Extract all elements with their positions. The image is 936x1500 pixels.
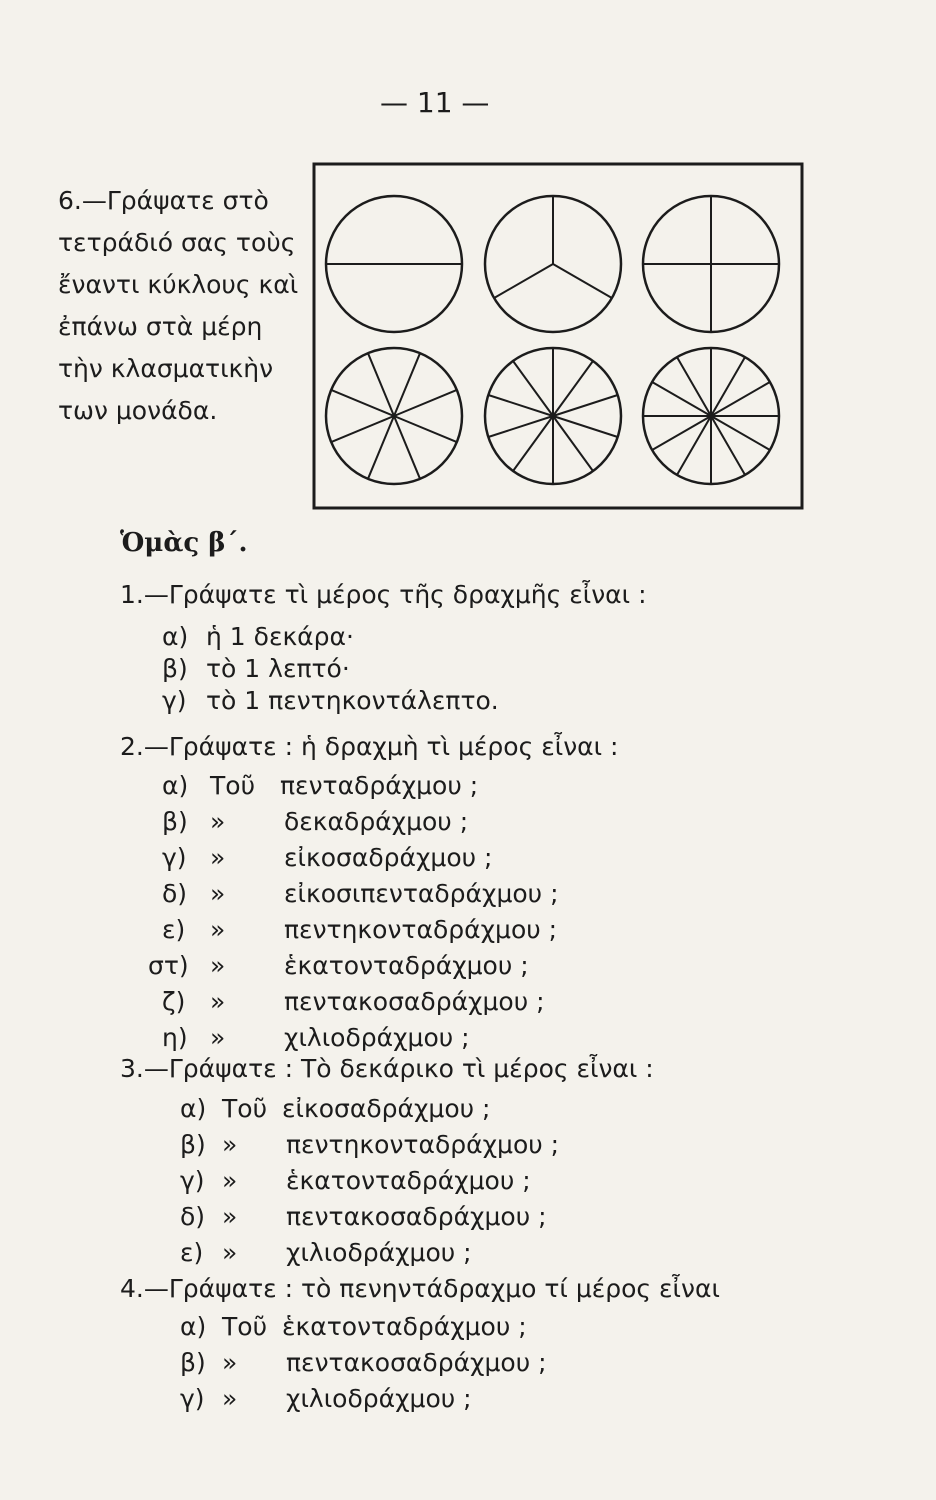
circle-radius-line: [553, 361, 593, 416]
q1-item-text: ἡ 1 δεκάρα·: [206, 622, 354, 651]
q3-item-text: πεντηκονταδράχμου ;: [286, 1130, 560, 1159]
q1-item-label: α): [162, 622, 189, 651]
q4-item-prefix: »: [222, 1384, 238, 1413]
q2-item-prefix: »: [210, 951, 226, 980]
q4-item-text: ἑκατονταδράχμου ;: [282, 1312, 527, 1341]
exercise-6: [58, 180, 308, 432]
section-title: Ὁμὰς β΄.: [120, 528, 248, 558]
q3-item-prefix: Τοῦ: [222, 1094, 268, 1123]
exercise-6-line: τετράδιό σας τοὺς: [58, 228, 296, 257]
circle-divided-10: [485, 348, 621, 484]
q3-item-label: α): [180, 1094, 207, 1123]
q3-item-text: εἰκοσαδράχμου ;: [282, 1094, 491, 1123]
q3-item-prefix: »: [222, 1238, 238, 1267]
exercise-6-line: τὴν κλασματικὴν: [58, 354, 274, 383]
exercise-6-line: ἔναντι κύκλους καὶ: [58, 270, 299, 299]
circle-radius-line: [553, 264, 612, 298]
q2-item-prefix: »: [210, 1023, 226, 1052]
q1-item-label: β): [162, 654, 188, 683]
q3-item-text: ἑκατονταδράχμου ;: [286, 1166, 531, 1195]
q2-item-text: πεντηκονταδράχμου ;: [284, 915, 558, 944]
circle-radius-line: [488, 416, 553, 437]
q2-item-prefix: »: [210, 915, 226, 944]
page-number: — 11 —: [380, 86, 490, 119]
q2-item-label: β): [162, 807, 188, 836]
q2-item-text: εἰκοσαδράχμου ;: [284, 843, 493, 872]
q3-item-prefix: »: [222, 1166, 238, 1195]
q3-item-label: β): [180, 1130, 206, 1159]
q2-item-label: γ): [162, 843, 187, 872]
q2-item-prefix: Τοῦ: [210, 771, 256, 800]
question-4-title: 4.—Γράψατε : τὸ πενηντάδραχμο τί μέρος εἶναι: [120, 1274, 720, 1303]
q4-item-text: χιλιοδράχμου ;: [286, 1384, 472, 1413]
q2-item-label: ε): [162, 915, 186, 944]
q3-item-label: γ): [180, 1166, 205, 1195]
fraction-circles-svg: [312, 162, 804, 510]
circle-divided-3: [485, 196, 621, 332]
circle-radius-line: [513, 361, 553, 416]
q3-item-text: χιλιοδράχμου ;: [286, 1238, 472, 1267]
q1-item-label: γ): [162, 686, 187, 715]
exercise-6-line: των μονάδα.: [58, 396, 218, 425]
q2-item-label: α): [162, 771, 189, 800]
question-3-title: 3.—Γράψατε : Τὸ δεκάρικο τὶ μέρος εἶναι :: [120, 1054, 654, 1083]
circle-divided-4: [643, 196, 779, 332]
circle-radius-line: [513, 416, 553, 471]
q4-item-text: πεντακοσαδράχμου ;: [286, 1348, 547, 1377]
q1-item-text: τὸ 1 πεντηκοντάλεπτο.: [206, 686, 499, 715]
q3-item-text: πεντακοσαδράχμου ;: [286, 1202, 547, 1231]
q1-item-text: τὸ 1 λεπτό·: [206, 654, 350, 683]
q2-item-text: δεκαδράχμου ;: [284, 807, 469, 836]
q2-item-label: ζ): [162, 987, 186, 1016]
q4-item-prefix: »: [222, 1348, 238, 1377]
q2-item-prefix: »: [210, 843, 226, 872]
circle-divided-12: [643, 348, 779, 484]
q3-item-label: δ): [180, 1202, 206, 1231]
fraction-circles-figure: [312, 162, 804, 510]
q2-item-label: η): [162, 1023, 188, 1052]
q2-item-text: εἰκοσιπενταδράχμου ;: [284, 879, 559, 908]
circle-radius-line: [553, 416, 593, 471]
question-1-title: 1.—Γράψατε τὶ μέρος τῆς δραχμῆς εἶναι :: [120, 580, 647, 609]
q2-item-text: ἑκατονταδράχμου ;: [284, 951, 529, 980]
q2-item-text: πεντακοσαδράχμου ;: [284, 987, 545, 1016]
circle-radius-line: [553, 395, 618, 416]
circle-radius-line: [488, 395, 553, 416]
q3-item-label: ε): [180, 1238, 204, 1267]
circle-radius-line: [553, 416, 618, 437]
q4-item-label: γ): [180, 1384, 205, 1413]
q2-item-text: πενταδράχμου ;: [280, 771, 479, 800]
q4-item-prefix: Τοῦ: [222, 1312, 268, 1341]
question-2-title: 2.—Γράψατε : ἡ δραχμὴ τὶ μέρος εἶναι :: [120, 732, 619, 761]
exercise-6-line: 6.—Γράψατε στὸ: [58, 186, 269, 215]
exercise-6-line: ἐπάνω στὰ μέρη: [58, 312, 263, 341]
q4-item-label: α): [180, 1312, 207, 1341]
q2-item-prefix: »: [210, 879, 226, 908]
q4-item-label: β): [180, 1348, 206, 1377]
circle-divided-8: [326, 348, 462, 484]
q2-item-prefix: »: [210, 987, 226, 1016]
figure-frame: [314, 164, 802, 508]
q2-item-prefix: »: [210, 807, 226, 836]
q2-item-text: χιλιοδράχμου ;: [284, 1023, 470, 1052]
q3-item-prefix: »: [222, 1202, 238, 1231]
circle-divided-2: [326, 196, 462, 332]
circle-radius-line: [494, 264, 553, 298]
q2-item-label: δ): [162, 879, 188, 908]
q2-item-label: στ): [148, 951, 189, 980]
q3-item-prefix: »: [222, 1130, 238, 1159]
